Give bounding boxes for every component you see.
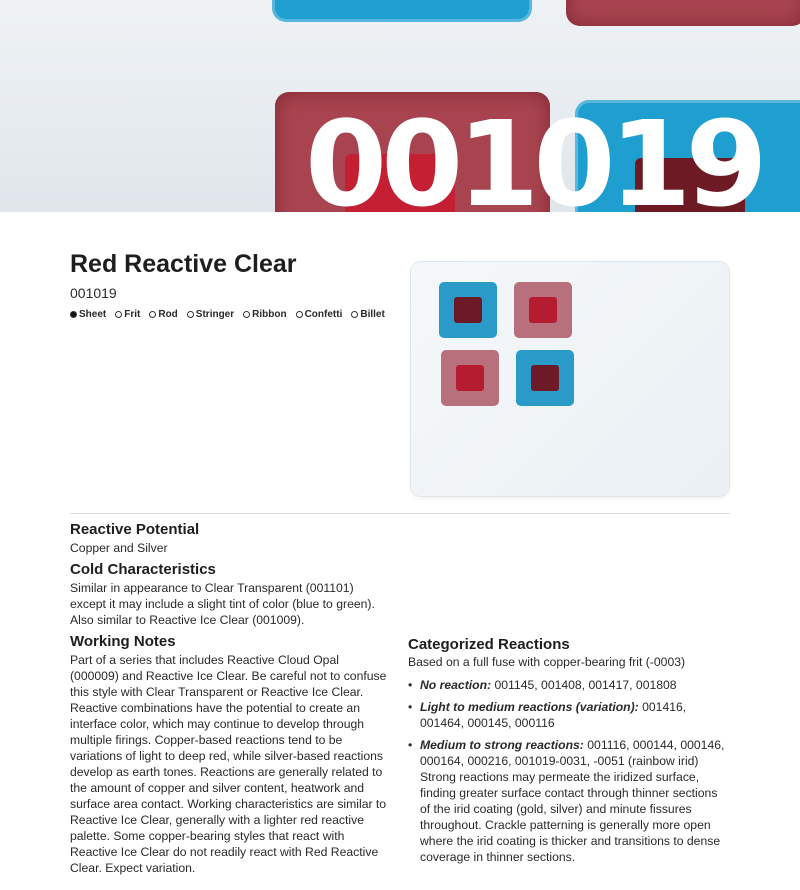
bullet-icon: • — [408, 738, 413, 752]
section-divider — [70, 513, 730, 514]
list-item — [408, 677, 728, 693]
reactive-potential-heading: Reactive Potential — [70, 521, 200, 538]
list-item — [408, 699, 728, 731]
working-notes-text: Part of a series that includes Reactive Cloud Opal (000009) and Reactive Ice Clear. Be careful not to confuse this style with Clear Transparent or Reactive Ice Clear. Reactive combinations have the potential to create an interface color, which may continue to develop through multiple firings. Copper-based reactions tend to be variations of light to deep red, while silver-based reactions develop as earth tones. Reactions are generally related to the amount of copper and silver content, heatwork and surface area contact. Working characteristics are similar to Reactive Ice Clear, generally with a lighter red reactive palette. Some copper-bearing styles that react with Reactive Ice Clear do not readily react with Red Reactive Clear. Expect variation. — [70, 653, 387, 875]
reaction-note: Strong reactions may permeate the iridized surface, finding greater surface contact through thinner sections of the irid coating (gold, silver) and minute fissures throughout. Crackle patterning is generally more open where the irid coating is thicker and transitions to dense coverage in thinner sections. — [420, 770, 721, 864]
bullet-icon: • — [408, 678, 413, 692]
bullet-icon: • — [408, 700, 413, 714]
sample-inner — [456, 365, 484, 391]
reaction-label: Light to medium reactions (variation): — [420, 700, 639, 714]
reactions-list — [408, 677, 728, 871]
sample-blue-square — [516, 350, 574, 406]
radio-icon — [243, 311, 250, 318]
sample-inner — [531, 365, 559, 391]
reaction-label: Medium to strong reactions: — [420, 738, 584, 752]
radio-icon — [187, 311, 194, 318]
form-option-frit[interactable]: Frit — [115, 309, 140, 320]
sample-blue-square — [439, 282, 497, 338]
categorized-reactions-subtitle: Based on a full fuse with copper-bearing frit (-0003) — [408, 655, 686, 669]
reaction-label: No reaction: — [420, 678, 492, 692]
radio-icon — [149, 311, 156, 318]
sample-pink-square — [441, 350, 499, 406]
radio-icon — [351, 311, 358, 318]
product-title: Red Reactive Clear — [70, 250, 297, 278]
form-option-rod[interactable]: Rod — [149, 309, 177, 320]
categorized-reactions-heading: Categorized Reactions — [408, 636, 570, 653]
form-option-sheet[interactable]: Sheet — [70, 309, 106, 320]
radio-selected-icon — [70, 311, 77, 318]
product-forms — [70, 309, 385, 320]
hero-image — [0, 0, 800, 212]
sample-inner — [529, 297, 557, 323]
reaction-values: 001145, 001408, 001417, 001808 — [494, 678, 677, 692]
radio-icon — [115, 311, 122, 318]
form-option-confetti[interactable]: Confetti — [296, 309, 343, 320]
radio-icon — [296, 311, 303, 318]
cold-characteristics-heading: Cold Characteristics — [70, 561, 216, 578]
sample-pink-square — [514, 282, 572, 338]
working-notes-heading: Working Notes — [70, 633, 176, 650]
cold-characteristics-text: Similar in appearance to Clear Transparent (001101) except it may include a slight tint of color (blue to green). Also similar to Reactive Ice Clear (001009). — [70, 581, 375, 627]
form-option-billet[interactable]: Billet — [351, 309, 384, 320]
list-item — [408, 737, 728, 865]
hero-red-tile-top — [566, 0, 800, 26]
product-sample-photo — [411, 262, 729, 496]
hero-product-number: 001019 — [305, 95, 762, 212]
product-code: 001019 — [70, 285, 117, 301]
reaction-values: 001116, 000144, 000146, 000164, 000216, 001019-0031, -0051 (rainbow irid) — [420, 738, 725, 768]
sample-inner — [454, 297, 482, 323]
reactive-potential-text: Copper and Silver — [70, 541, 168, 555]
form-option-stringer[interactable]: Stringer — [187, 309, 234, 320]
reaction-values: 001416, 001464, 000145, 000116 — [420, 700, 687, 730]
form-option-ribbon[interactable]: Ribbon — [243, 309, 286, 320]
hero-blue-tile-top — [272, 0, 532, 22]
